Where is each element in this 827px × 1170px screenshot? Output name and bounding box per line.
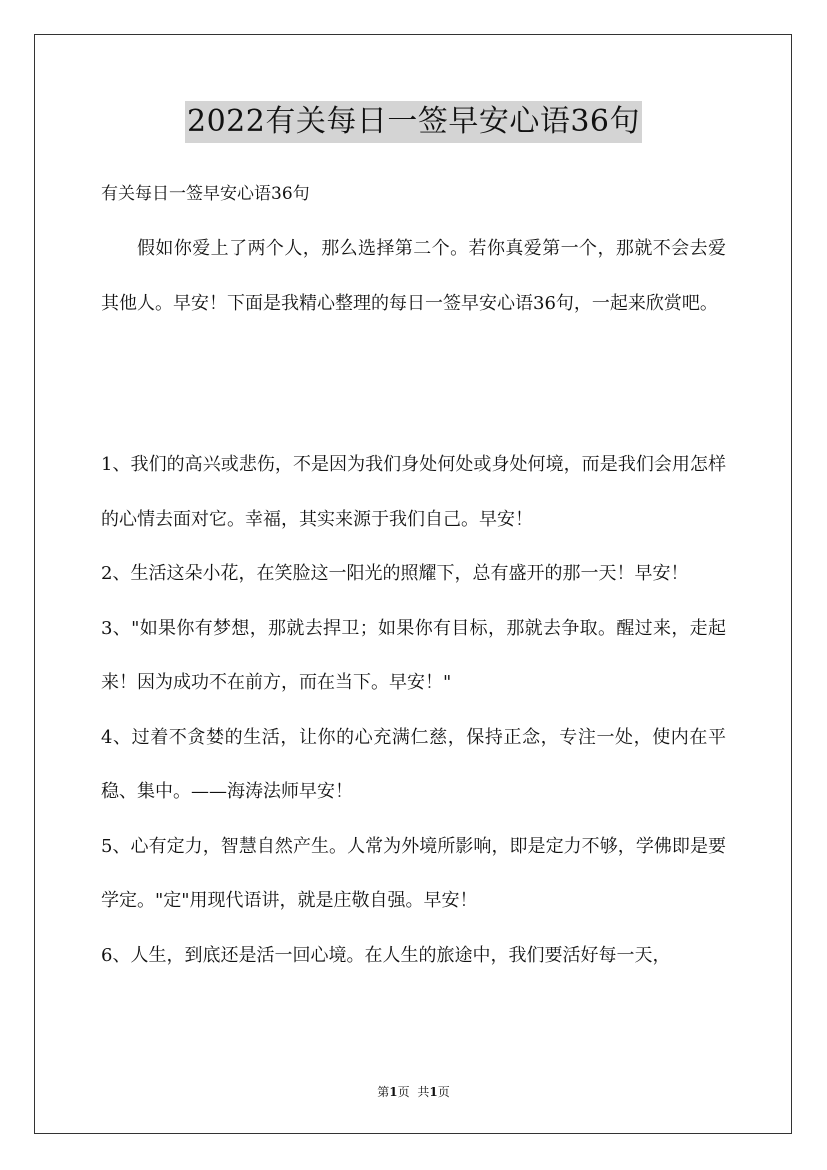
total-prefix: 共: [417, 1085, 430, 1099]
list-item: 1、我们的高兴或悲伤，不是因为我们身处何处或身处何境，而是我们会用怎样的心情去面对它。幸福，其实来源于我们自己。早安！: [101, 454, 726, 530]
page-suffix: 页: [397, 1085, 410, 1099]
document-title: 2022有关每日一签早安心语36句: [185, 101, 642, 143]
list-item: 5、心有定力，智慧自然产生。人常为外境所影响，即是定力不够，学佛即是要学定。"定"用现代语讲，就是庄敬自强。早安！: [101, 835, 726, 911]
page-prefix: 第: [377, 1085, 390, 1099]
list-item: 6、人生，到底还是活一回心境。在人生的旅途中，我们要活好每一天，: [101, 944, 671, 966]
list-item: 3、"如果你有梦想，那就去捍卫；如果你有目标，那就去争取。醒过来，走起来！因为成功不在前方，而在当下。早安！": [101, 617, 726, 693]
list-item: 4、过着不贪婪的生活，让你的心充满仁慈，保持正念，专注一处，使内在平稳、集中。——海涛法师早安！: [101, 726, 726, 802]
document-subtitle: 有关每日一签早安心语36句: [101, 184, 310, 204]
list-item: 2、生活这朵小花，在笑脸这一阳光的照耀下，总有盛开的那一天！早安！: [101, 563, 689, 584]
page-current: 1: [389, 1085, 398, 1099]
intro-paragraph: 假如你爱上了两个人，那么选择第二个。若你真爱第一个，那就不会去爱其他人。早安！下面是我精心整理的每日一签早安心语36句，一起来欣赏吧。: [101, 238, 726, 314]
page-total: 1: [429, 1085, 438, 1099]
quote-list: [101, 438, 726, 983]
total-suffix: 页: [437, 1085, 450, 1099]
page-footer: [0, 1083, 827, 1101]
title-container: [0, 101, 827, 143]
